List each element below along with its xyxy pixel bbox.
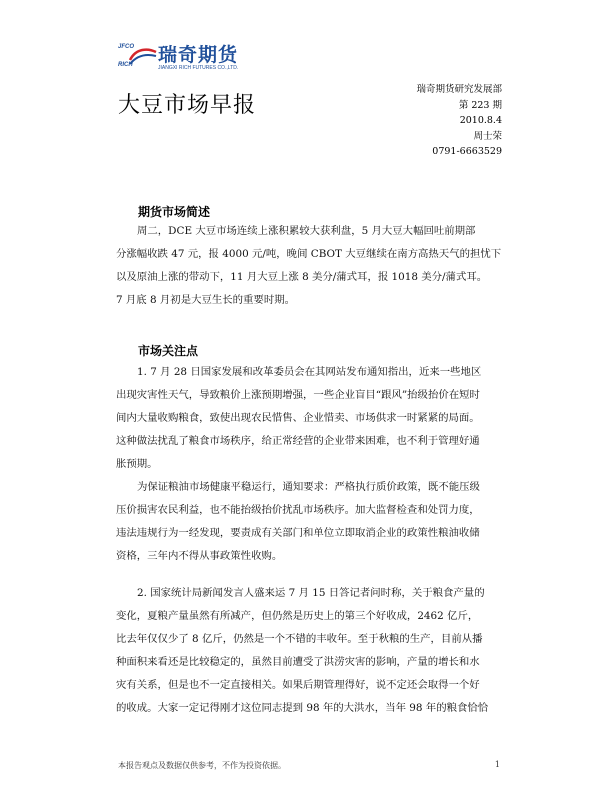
focus-line: 间内大量收购粮食，致使出现农民惜售、企业惜卖、市场供求一时紧紧的局面。 [116, 412, 480, 424]
section-heading-focus: 市场关注点 [138, 344, 199, 358]
focus-line: 资格，三年内不得从事政策性收购。 [116, 550, 283, 562]
logo-tag-bottom: RICH [118, 62, 133, 68]
focus-paragraph-1 [116, 361, 503, 476]
focus-line: 的收成。大家一定记得刚才这位同志提到 98 年的大洪水，当年 98 年的粮食恰恰 [116, 702, 489, 714]
focus-line: 灾有关系，但是也不一定直接相关。如果后期管理得好，说不定还会取得一个好 [116, 679, 480, 691]
report-meta [416, 82, 502, 160]
focus-line: 为保证粮油市场健康平稳运行，通知要求：严格执行质价政策，既不能压级 [137, 481, 480, 493]
focus-line: 违法违规行为一经发现，要责成有关部门和单位立即取消企业的政策性粮油收储 [116, 527, 480, 539]
meta-phone: 0791-6663529 [432, 146, 502, 157]
brief-paragraph [116, 220, 503, 312]
report-title: 大豆市场早报 [118, 93, 257, 118]
brief-line: 分涨幅收跌 47 元，报 4000 元/吨，晚间 CBOT 大豆继续在南方高热天气的担忧下 [116, 248, 502, 260]
focus-line: 种面积来看还是比较稳定的，虽然目前遭受了洪涝灾害的影响，产量的增长和水 [116, 656, 480, 668]
logo-name: 瑞奇期货 [158, 44, 239, 66]
focus-line: 这种做法扰乱了粮食市场秩序，给正常经营的企业带来困难，也不利于管理好通 [116, 435, 480, 447]
meta-date: 2010.8.4 [459, 115, 502, 126]
focus-line: 胀预期。 [116, 458, 158, 470]
focus-paragraph-2 [116, 476, 503, 568]
footer-disclaimer: 本报告观点及数据仅供参考，不作为投资依据。 [118, 761, 286, 770]
logo-tag-top: JFCO [118, 44, 135, 50]
focus-line: 1. 7 月 28 日国家发展和改革委员会在其网站发布通知指出，近来一些地区 [137, 366, 482, 378]
focus-line: 2. 国家统计局新闻发言人盛来运 7 月 15 日答记者问时称，关于粮食产量的 [137, 587, 485, 599]
meta-dept: 瑞奇期货研究发展部 [416, 84, 502, 95]
focus-line: 变化，夏粮产量虽然有所减产，但仍然是历史上的第三个好收成，2462 亿斤， [116, 610, 479, 622]
brief-line: 以及原油上涨的带动下，11 月大豆上涨 8 美分/蒲式耳，报 1018 美分/蒲式耳。 [116, 271, 488, 283]
meta-author: 周士荣 [473, 130, 502, 142]
meta-issue: 第 223 期 [458, 99, 502, 111]
company-logo [118, 40, 258, 82]
page-number: 1 [494, 760, 500, 769]
focus-line: 出现灾害性天气，导致粮价上涨预期增强，一些企业盲目“跟风”抬级抬价在短时 [116, 389, 480, 401]
focus-line: 比去年仅仅少了 8 亿斤，仍然是一个不错的丰收年。至于秋粮的生产，目前从播 [116, 633, 483, 645]
brief-line: 周二，DCE 大豆市场连续上涨积累较大获利盘，5 月大豆大幅回吐前期部 [137, 225, 476, 237]
focus-paragraph-3 [116, 582, 503, 720]
section-heading-brief: 期货市场简述 [138, 205, 211, 219]
logo-subtitle: JIANGXI RICH FUTURES CO.,LTD. [158, 65, 239, 71]
focus-line: 压价损害农民利益，也不能抬级抬价扰乱市场秩序。加大监督检查和处罚力度， [116, 504, 480, 516]
brief-line: 7 月底 8 月初是大豆生长的重要时期。 [116, 294, 295, 306]
